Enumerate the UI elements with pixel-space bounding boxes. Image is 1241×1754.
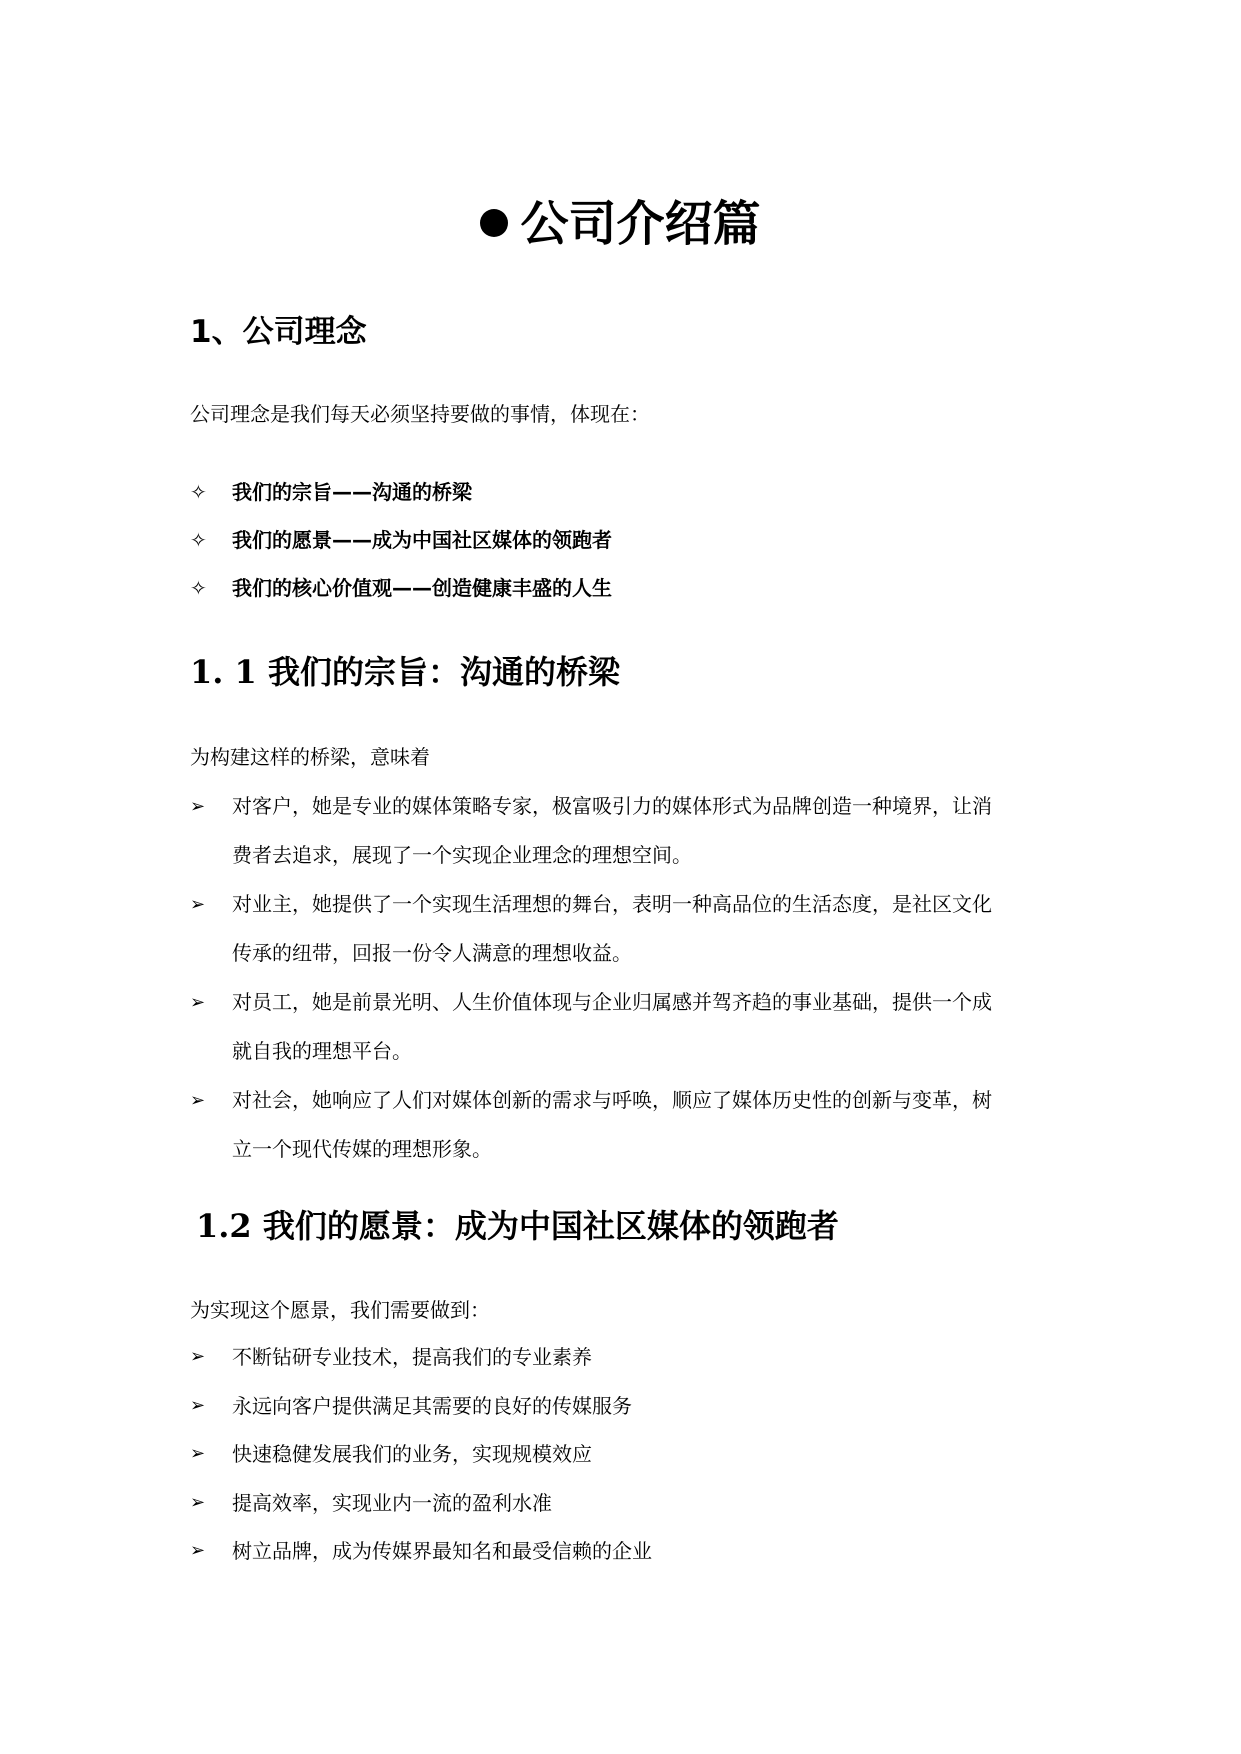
list-item <box>190 1076 1060 1174</box>
filled-circle-icon <box>480 209 508 237</box>
list-item-text-line1: 对员工，她是前景光明、人生价值体现与企业归属感并驾齐趋的事业基础，提供一个成 <box>232 990 992 1014</box>
list-item-text: 我们的宗旨——沟通的桥梁 <box>232 480 472 504</box>
section-1-2-heading: 1.2 我们的愿景：成为中国社区媒体的领跑者 <box>196 1207 839 1245</box>
list-item <box>190 1342 1060 1391</box>
list-item <box>190 978 1060 1076</box>
arrow-right-icon: ➢ <box>190 1443 206 1464</box>
diamond-star-icon: ✧ <box>190 528 207 552</box>
list-item-text-line1: 对社会，她响应了人们对媒体创新的需求与呼唤，顺应了媒体历史性的创新与变革，树 <box>232 1088 992 1112</box>
list-item-text: 我们的愿景——成为中国社区媒体的领跑者 <box>232 528 612 552</box>
list-item <box>190 525 1060 573</box>
page-title <box>0 192 1241 256</box>
list-item-text-line2: 传承的纽带，回报一份令人满意的理想收益。 <box>232 941 632 965</box>
section-1-2-intro: 为实现这个愿景，我们需要做到： <box>190 1298 490 1322</box>
mission-list <box>190 782 1060 1174</box>
list-item-text-line1: 对业主，她提供了一个实现生活理想的舞台，表明一种高品位的生活态度，是社区文化 <box>232 892 992 916</box>
list-item <box>190 1439 1060 1488</box>
list-item-text: 不断钻研专业技术，提高我们的专业素养 <box>232 1345 592 1369</box>
section-1-1-intro: 为构建这样的桥梁，意味着 <box>190 745 430 769</box>
list-item <box>190 1536 1060 1585</box>
vision-list <box>190 1342 1060 1585</box>
list-item <box>190 782 1060 880</box>
section-1-intro: 公司理念是我们每天必须坚持要做的事情，体现在： <box>190 402 650 426</box>
list-item-text: 我们的核心价值观——创造健康丰盛的人生 <box>232 576 612 600</box>
list-item-text-line2: 就自我的理想平台。 <box>232 1039 412 1063</box>
arrow-right-icon: ➢ <box>190 1090 206 1111</box>
arrow-right-icon: ➢ <box>190 992 206 1013</box>
list-item <box>190 880 1060 978</box>
arrow-right-icon: ➢ <box>190 796 206 817</box>
list-item-text-line1: 对客户，她是专业的媒体策略专家，极富吸引力的媒体形式为品牌创造一种境界，让消 <box>232 794 992 818</box>
section-1-1-heading: 1. 1 我们的宗旨：沟通的桥梁 <box>190 653 620 691</box>
section-1-heading: 1、公司理念 <box>190 314 367 350</box>
list-item-text: 树立品牌，成为传媒界最知名和最受信赖的企业 <box>232 1539 652 1563</box>
page-title-text: 公司介绍篇 <box>520 196 761 252</box>
list-item-text: 提高效率，实现业内一流的盈利水准 <box>232 1490 552 1515</box>
list-item <box>190 1488 1060 1537</box>
list-item <box>190 573 1060 621</box>
diamond-star-icon: ✧ <box>190 576 207 600</box>
list-item-text-line2: 费者去追求，展现了一个实现企业理念的理想空间。 <box>232 843 692 867</box>
list-item-text: 快速稳健发展我们的业务，实现规模效应 <box>232 1442 592 1466</box>
diamond-star-icon: ✧ <box>190 480 207 504</box>
arrow-right-icon: ➢ <box>190 894 206 915</box>
list-item <box>190 1391 1060 1440</box>
arrow-right-icon: ➢ <box>190 1394 206 1416</box>
arrow-right-icon: ➢ <box>190 1346 206 1367</box>
list-item <box>190 477 1060 525</box>
list-item-text: 永远向客户提供满足其需要的良好的传媒服务 <box>232 1393 632 1418</box>
tenet-list <box>190 477 1060 621</box>
arrow-right-icon: ➢ <box>190 1491 206 1513</box>
list-item-text-line2: 立一个现代传媒的理想形象。 <box>232 1137 492 1161</box>
arrow-right-icon: ➢ <box>190 1540 206 1561</box>
